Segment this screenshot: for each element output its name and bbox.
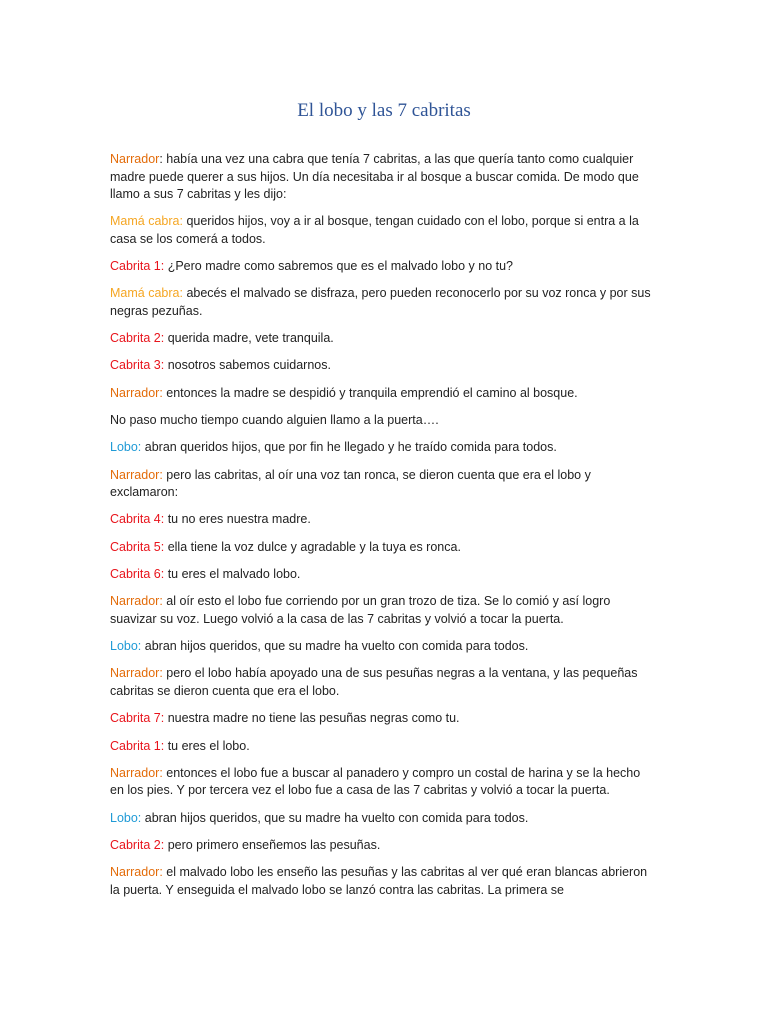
speaker-label: Mamá cabra: (110, 214, 183, 229)
dialogue-text: tu eres el lobo. (167, 738, 250, 753)
dialogue-text: ella tiene la voz dulce y agradable y la tuya es ronca. (167, 539, 461, 554)
dialogue-text: No paso mucho tiempo cuando alguien llamo a la puerta…. (110, 413, 439, 428)
dialogue-text: abecés el malvado se disfraza, pero pueden reconocerlo por su voz ronca y por sus negras pezuñas. (110, 286, 651, 318)
story-paragraph (110, 357, 656, 375)
dialogue-text: tu eres el malvado lobo. (167, 567, 301, 582)
story-paragraph (110, 864, 656, 899)
story-paragraph (110, 593, 656, 628)
speaker-label: Cabrita 7: (110, 711, 165, 726)
speaker-label: Cabrita 2: (110, 837, 165, 852)
story-paragraph (110, 439, 656, 457)
speaker-label: Narrador: (110, 594, 163, 609)
story-paragraph (110, 412, 656, 430)
speaker-label: Narrador: (110, 765, 163, 780)
story-paragraph (110, 258, 656, 276)
speaker-label: Narrador: (110, 865, 163, 880)
dialogue-text: abran hijos queridos, que su madre ha vuelto con comida para todos. (144, 810, 529, 825)
dialogue-text: pero las cabritas, al oír una voz tan ronca, se dieron cuenta que era el lobo y exclamaron: (110, 467, 591, 500)
speaker-label: Cabrita 2: (110, 331, 165, 346)
speaker-label: Cabrita 4: (110, 512, 165, 527)
speaker-label: Lobo: (110, 810, 142, 825)
dialogue-text: el malvado lobo les enseño las pesuñas y las cabritas al ver qué eran blancas abrieron la puerta. Y enseguida el malvado lobo se lanzó contra las cabritas. La primera se (110, 865, 648, 897)
story-paragraph (110, 566, 656, 584)
story-body (110, 151, 656, 909)
dialogue-text: nuestra madre no tiene las pesuñas negras como tu. (167, 711, 460, 726)
dialogue-text: ¿Pero madre como sabremos que es el malvado lobo y no tu? (167, 259, 514, 274)
speaker-label: Cabrita 5: (110, 539, 165, 554)
dialogue-text: pero primero enseñemos las pesuñas. (167, 837, 381, 852)
story-paragraph (110, 330, 656, 348)
story-paragraph (110, 385, 656, 403)
story-paragraph: Narrador: había una vez una cabra que tenía 7 cabritas, a las que quería tanto como cualquier madre puede querer a sus hijos. Un día necesitaba ir al bosque a buscar comida. De modo que llamo a sus 7 cabritas y les dijo: (110, 152, 639, 201)
speaker-label: Narrador: (110, 467, 163, 482)
speaker-label: Narrador: (110, 385, 163, 400)
speaker-label: Cabrita 3: (110, 358, 165, 373)
dialogue-text: abran queridos hijos, que por fin he llegado y he traído comida para todos. (144, 440, 557, 455)
speaker-label: Narrador (110, 152, 160, 166)
dialogue-text: entonces la madre se despidió y tranquila emprendió el camino al bosque. (166, 385, 578, 400)
speaker-label: Cabrita 1: (110, 738, 165, 753)
dialogue-text: abran hijos queridos, que su madre ha vuelto con comida para todos. (144, 639, 529, 654)
story-paragraph (110, 710, 656, 728)
story-paragraph (110, 765, 656, 800)
dialogue-text: tu no eres nuestra madre. (167, 512, 311, 527)
story-paragraph (110, 810, 656, 828)
story-paragraph (110, 213, 656, 248)
dialogue-text: entonces el lobo fue a buscar al panadero y compro un costal de harina y se la hecho en los pies. Y por tercera vez el lobo fue a casa de las 7 cabritas y volvió a tocar la puerta. (110, 765, 641, 798)
speaker-label: Cabrita 6: (110, 567, 165, 582)
speaker-label: Lobo: (110, 639, 142, 654)
story-paragraph (110, 837, 656, 855)
dialogue-text: queridos hijos, voy a ir al bosque, tengan cuidado con el lobo, porque si entra a la casa se los comerá a todos. (110, 214, 639, 246)
story-paragraph (110, 285, 656, 320)
dialogue-text: querida madre, vete tranquila. (167, 331, 334, 346)
speaker-label: Narrador: (110, 666, 163, 681)
speaker-label: Cabrita 1: (110, 259, 165, 274)
story-paragraph (110, 638, 656, 656)
page-title: El lobo y las 7 cabritas (297, 100, 471, 121)
story-paragraph (110, 738, 656, 756)
speaker-label: Lobo: (110, 440, 142, 455)
story-paragraph (110, 511, 656, 529)
story-paragraph (110, 467, 656, 502)
story-paragraph (110, 539, 656, 557)
dialogue-text: pero el lobo había apoyado una de sus pesuñas negras a la ventana, y las pequeñas cabritas se dieron cuenta que era el lobo. (110, 666, 638, 698)
story-paragraph (110, 665, 656, 700)
dialogue-text: había una vez una cabra que tenía 7 cabritas, a las que quería tanto como cualquier madre puede querer a sus hijos. Un día necesitaba ir al bosque a buscar comida. De modo que llamo a sus 7 cabritas y les dijo: (110, 152, 639, 201)
speaker-label: Mamá cabra: (110, 286, 183, 301)
dialogue-text: nosotros sabemos cuidarnos. (167, 358, 331, 373)
dialogue-text: al oír esto el lobo fue corriendo por un gran trozo de tiza. Se lo comió y así logro suavizar su voz. Luego volvió a la casa de las 7 cabritas y volvió a tocar la puerta. (110, 594, 611, 626)
